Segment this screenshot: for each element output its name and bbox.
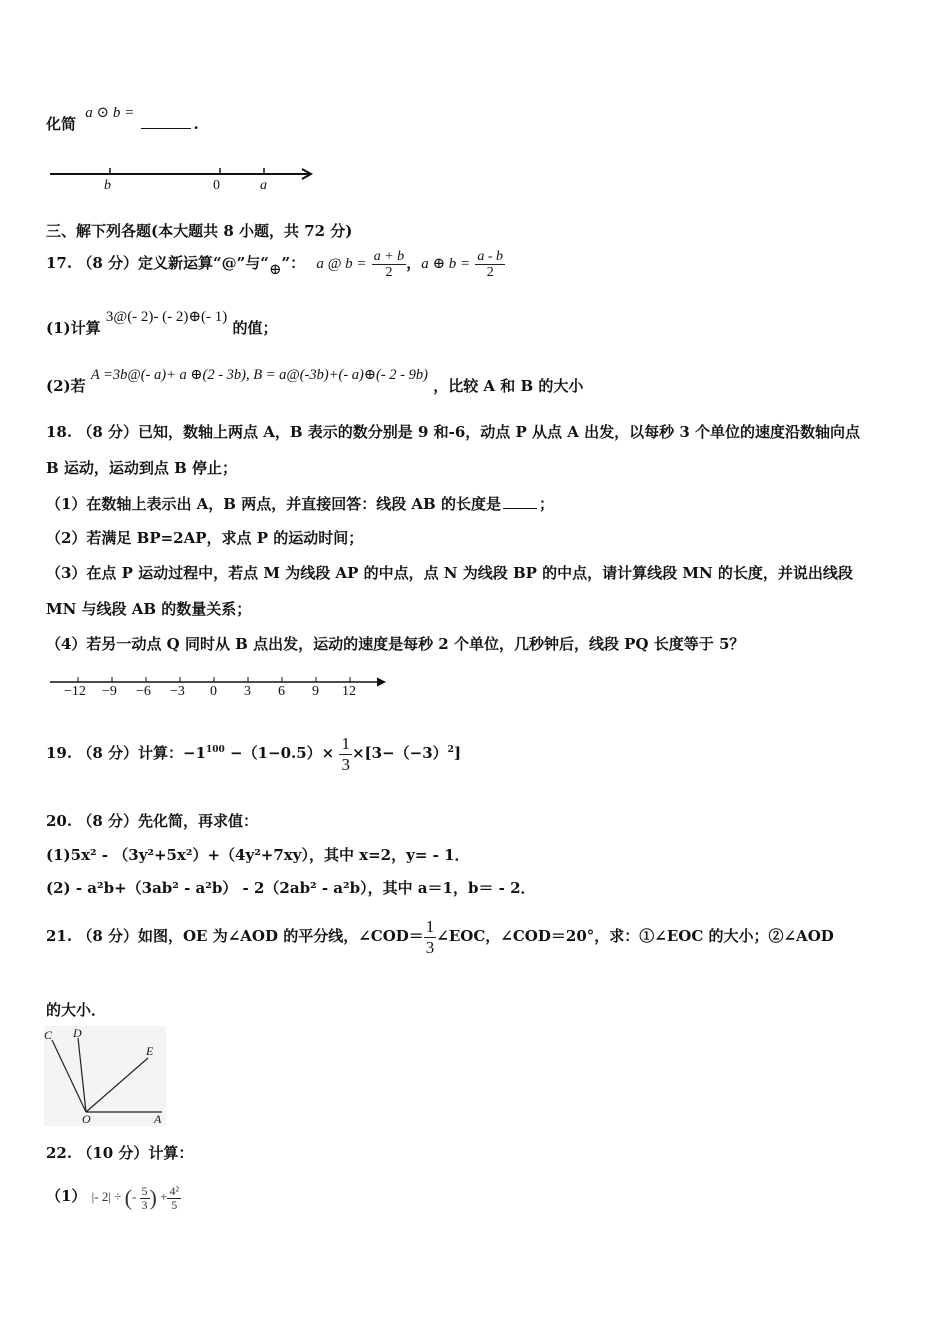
q19-pre: 19. （8 分）计算：−1	[46, 744, 206, 762]
number-line-1	[48, 162, 318, 192]
q18-part3a: （3）在点 P 运动过程中，若点 M 为线段 AP 的中点，点 N 为线段 BP 的中点，请计算线段 MN 的长度，并说出线段	[46, 564, 853, 582]
fig-label-a: A	[154, 1112, 162, 1126]
q17-def1-fraction	[372, 249, 406, 280]
tick-label-12: 12	[342, 684, 356, 699]
fig-label-e: E	[146, 1044, 154, 1058]
q18-p1-end: ；	[538, 495, 554, 513]
q18-part3b: MN 与线段 AB 的数量关系；	[46, 600, 252, 618]
q17-head-text: 17. （8 分）定义新运算“@”与“	[46, 254, 269, 272]
q17-part2	[46, 364, 584, 395]
q22-paren-num: 5	[141, 1183, 148, 1198]
q22-paren: (	[124, 1185, 132, 1211]
q17-oplus: ⊕	[268, 262, 282, 278]
q18-p1-answer-blank	[503, 494, 537, 509]
q22-minus: -	[131, 1189, 140, 1204]
q21-line2: 的大小．	[46, 1001, 107, 1019]
q21-frac-num: 1	[425, 916, 435, 936]
q17-p1-expr: 3@(- 2)- (- 2)⊕(- 1)	[105, 309, 228, 325]
q17-def1-num: a + b	[373, 248, 405, 264]
q22-p1-expr	[91, 1183, 181, 1212]
q18-part4: （4）若另一动点 Q 同时从 B 点出发，运动的速度是每秒 2 个单位，几秒钟后，线段 PQ 长度等于 5？	[46, 635, 745, 653]
q19-exp: 100	[205, 745, 225, 755]
q17-head-end: ”：	[281, 254, 306, 272]
q20-title: 20. （8 分）先化简，再求值：	[46, 812, 258, 830]
q17-def2-fraction	[475, 249, 505, 280]
tick-label-9: 9	[312, 684, 319, 699]
q19-frac-num: 1	[341, 733, 350, 753]
number-line-1-label-b: b	[104, 178, 111, 193]
q19-frac-den: 3	[341, 754, 350, 774]
number-line-1-label-a: a	[260, 178, 267, 193]
q22-div: ÷	[114, 1189, 122, 1204]
q19-end: ]	[453, 744, 462, 762]
q16-expr: a ⊙ b =	[85, 105, 135, 121]
q22-plus: +	[160, 1189, 168, 1204]
q16-prefix: 化简	[46, 115, 77, 133]
q22-title: 22. （10 分）计算：	[46, 1144, 194, 1162]
q17-p2-expr: A =3b@(- a)+ a ⊕(2 - 3b), B = a@(-3b)+(- a)⊕(- 2 - 9b)	[90, 367, 428, 383]
q20-part1: (1)5x² - （3y²+5x²）+（4y²+7xy），其中 x=2，y= - 1．	[46, 846, 470, 864]
q19-exp2: 2	[447, 745, 454, 755]
q17-def1-den: 2	[385, 264, 393, 280]
tick-label-m9: −9	[102, 684, 117, 699]
q16-simplify-line	[46, 105, 199, 135]
q18-p1-text: （1）在数轴上表示出 A，B 两点，并直接回答：线段 AB 的长度是	[46, 495, 501, 513]
tick-label-3: 3	[244, 684, 251, 699]
q18-line2: B 运动，运动到点 B 停止；	[46, 459, 238, 477]
tick-label-0: 0	[210, 684, 217, 699]
q17-def2-lhs: a ⊕ b =	[421, 256, 471, 272]
q16-answer-blank	[141, 114, 191, 129]
tick-label-m6: −6	[136, 684, 151, 699]
q21-frac-den: 3	[425, 937, 435, 957]
q20-part2: (2) - a²b+（3ab² - a²b） - 2（2ab² - a²b），其中 a＝1，b＝ - 2．	[46, 879, 536, 897]
fig-label-c: C	[44, 1028, 53, 1042]
q22-abs: |- 2|	[91, 1189, 111, 1204]
q21-fraction	[424, 917, 437, 958]
tick-label-m12: −12	[64, 684, 86, 699]
fig-label-d: D	[73, 1026, 82, 1040]
section-3-title: 三、解下列各题(本大题共 8 小题，共 72 分)	[46, 222, 353, 240]
q21-post: ∠EOC，∠COD＝20°，求：①∠EOC 的大小；②∠AOD	[436, 927, 834, 945]
q21-angle-figure	[44, 1026, 166, 1126]
q17-head	[46, 246, 505, 281]
q22-part1	[46, 1176, 181, 1218]
fig-label-o: O	[82, 1112, 91, 1126]
q21-pre: 21. （8 分）如图，OE 为∠AOD 的平分线，∠COD＝	[46, 927, 424, 945]
q22-paren-den: 3	[141, 1197, 148, 1212]
q22-frac-num: 4²	[169, 1183, 180, 1198]
q18-part2: （2）若满足 BP=2AP，求点 P 的运动时间；	[46, 529, 364, 547]
q21-angle-lines	[44, 1026, 166, 1126]
q22-paren-frac	[140, 1185, 150, 1212]
q17-p1-label: (1)计算	[46, 319, 101, 337]
q22-frac	[167, 1185, 181, 1212]
tick-label-6: 6	[278, 684, 285, 699]
number-line-1-label-0: 0	[213, 178, 220, 193]
q19-fraction	[339, 734, 352, 775]
q17-sep: ，	[406, 254, 422, 272]
q17-def1-lhs: a @ b =	[316, 256, 367, 272]
q21-line1	[46, 916, 834, 958]
q17-def2-num: a - b	[477, 248, 504, 264]
q17-part1	[46, 304, 278, 337]
q22-paren-close: )	[149, 1185, 157, 1211]
q17-p2-label: (2)若	[46, 377, 86, 395]
q19-post: ×[3−（−3）	[351, 744, 448, 762]
q17-p2-end: ，比较 A 和 B 的大小	[433, 377, 584, 395]
q22-frac-den: 5	[171, 1197, 178, 1212]
q22-p1-label: （1）	[46, 1187, 87, 1205]
q19-line	[46, 730, 461, 775]
q18-line1: 18. （8 分）已知，数轴上两点 A，B 表示的数分别是 9 和-6，动点 P 从点 A 出发，以每秒 3 个单位的速度沿数轴向点	[46, 423, 860, 441]
number-line-2-labels	[50, 684, 390, 702]
q19-mid: −（1−0.5）×	[224, 744, 335, 762]
q18-part1	[46, 494, 554, 514]
tick-label-m3: −3	[170, 684, 185, 699]
q17-p1-end: 的值；	[232, 319, 278, 337]
q17-def2-den: 2	[486, 264, 494, 280]
q16-suffix: .	[193, 115, 199, 133]
